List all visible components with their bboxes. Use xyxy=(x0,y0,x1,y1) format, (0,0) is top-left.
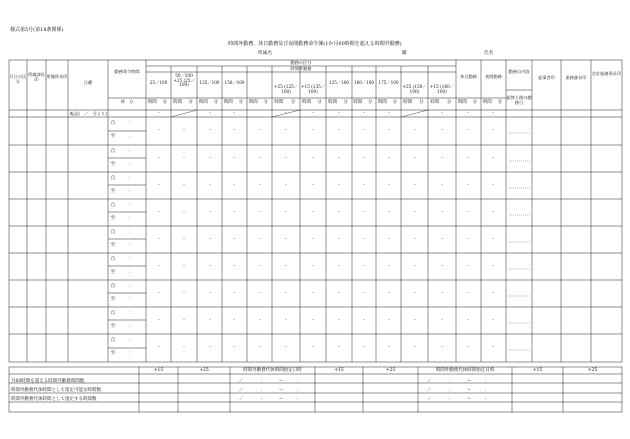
dot-mark: ・ xyxy=(439,183,445,188)
dot-mark: ・ xyxy=(465,111,471,116)
start-label: 自 xyxy=(110,176,116,181)
carry-label: 転記( ／ 分より) xyxy=(70,111,107,116)
header-night: 夜間勤務 xyxy=(485,74,502,79)
dot-mark: ・ xyxy=(181,237,187,242)
time-colon: ： xyxy=(128,176,134,181)
hour-header: 時間 xyxy=(198,100,208,105)
dot-mark: ・ xyxy=(283,156,289,161)
hour-header: 時間 xyxy=(353,100,363,105)
minute-header: 分 xyxy=(213,100,218,105)
dot-mark: ・ xyxy=(283,264,289,269)
footer-slash: ／ xyxy=(238,379,244,384)
footer-tilde: 〜 xyxy=(278,379,284,384)
dot-mark: ・ xyxy=(412,156,418,161)
dot-mark: ・ xyxy=(156,264,162,269)
dot-mark: ・ xyxy=(465,237,471,242)
footer-colon: ： xyxy=(448,397,454,402)
dept-label: 所属名 xyxy=(258,51,272,56)
dot-mark: ・ xyxy=(386,210,392,215)
hour-header: 時間 xyxy=(147,100,157,105)
footer-colon: ： xyxy=(296,397,302,402)
footer-slash: ／ xyxy=(426,379,432,384)
hour-header: 時間 xyxy=(274,100,284,105)
ot-col-3: 125／100 xyxy=(199,80,220,85)
dot-mark: ・ xyxy=(181,291,187,296)
dot-mark: ・ xyxy=(412,183,418,188)
time-colon: ： xyxy=(128,216,134,221)
minute-header: 分 xyxy=(162,100,167,105)
dot-mark: ・ xyxy=(412,318,418,323)
dot-mark: ・ xyxy=(257,318,263,323)
dot-mark: ・ xyxy=(257,128,263,133)
dot-mark: ・ xyxy=(257,291,263,296)
dot-mark: ・ xyxy=(386,345,392,350)
dot-mark: ・ xyxy=(361,111,367,116)
dot-mark: ・ xyxy=(439,128,445,133)
dot-mark: ・ xyxy=(207,210,213,215)
footer-tilde: 〜 xyxy=(278,388,284,393)
dot-mark: ・ xyxy=(156,111,162,116)
start-label: 自 xyxy=(110,121,116,126)
header-month: 月日の区分 xyxy=(9,74,27,84)
header-overtime: 時間外勤務 xyxy=(290,66,312,71)
dot-mark: ・ xyxy=(361,183,367,188)
dot-mark: ・ xyxy=(361,318,367,323)
minute-header: 分 xyxy=(188,100,193,105)
hour-header: 時間 xyxy=(403,100,413,105)
footer-head-4: +25 xyxy=(385,368,396,373)
minute-header: 分 xyxy=(343,100,348,105)
footer-row-label: 時間外勤務代休時間として指定する時間数 xyxy=(11,397,97,402)
dot-mark: ・ xyxy=(465,345,471,350)
dot-mark: ・ xyxy=(181,183,187,188)
header-sub-date: 振替え後の勤務日 xyxy=(506,95,532,105)
dot-mark: ・ xyxy=(490,128,496,133)
dot-mark: ・ xyxy=(310,237,316,242)
ot-col-5: +25 (125／100) xyxy=(274,84,298,94)
dot-mark: ・ xyxy=(231,111,237,116)
dot-mark: ・ xyxy=(231,156,237,161)
dot-mark: ・ xyxy=(310,183,316,188)
time-colon: ： xyxy=(128,338,134,343)
start-label: 自 xyxy=(110,149,116,154)
time-colon: ： xyxy=(128,134,134,139)
dot-mark: ・ xyxy=(336,111,342,116)
footer-tilde: 〜 xyxy=(466,388,472,393)
hour-header: 時間 xyxy=(377,100,387,105)
footer-colon: ： xyxy=(484,388,490,393)
header-accounting: 会計総務係長印 xyxy=(591,71,622,76)
dot-mark: ・ xyxy=(439,210,445,215)
dot-mark: ・ xyxy=(336,264,342,269)
dot-mark: ・ xyxy=(181,345,187,350)
minute-header: 分 xyxy=(367,100,373,105)
dot-mark: ・ xyxy=(283,128,289,133)
end-label: 至 xyxy=(110,243,116,248)
dot-mark: ・ xyxy=(412,237,418,242)
dot-mark: ・ xyxy=(207,156,213,161)
end-label: 至 xyxy=(110,324,116,329)
footer-head-2: 時間外勤務代休時間指定日時 xyxy=(243,368,302,373)
dot-mark: ・ xyxy=(257,345,263,350)
ot-col-2: 50／100 +25 (25／100) xyxy=(173,73,195,88)
ot-col-7: 125／100 xyxy=(328,80,350,85)
dot-mark: ・ xyxy=(412,264,418,269)
dot-mark: ・ xyxy=(361,128,367,133)
hour-header: 時間 xyxy=(223,100,233,105)
dot-mark: ・ xyxy=(439,156,445,161)
footer-head-0: +15 xyxy=(153,368,164,373)
dot-mark: ・ xyxy=(231,318,237,323)
dot-mark: ・ xyxy=(361,264,367,269)
hour-header: 時間 xyxy=(328,100,337,105)
dot-mark: ・ xyxy=(231,210,237,215)
dot-mark: ・ xyxy=(412,291,418,296)
form-number: 様式第5号(第18条関係) xyxy=(10,27,64,33)
dot-mark: ・ xyxy=(361,345,367,350)
dot-mark: ・ xyxy=(231,128,237,133)
dot-mark: ・ xyxy=(336,345,342,350)
dot-mark: ・ xyxy=(490,183,496,188)
minute-header: 分 xyxy=(263,100,268,105)
time-colon: ： xyxy=(128,257,134,262)
footer-head-1: +25 xyxy=(199,368,209,373)
header-confirm: 従事者印 xyxy=(538,75,555,80)
footer-colon: ： xyxy=(484,379,490,384)
dot-mark: ・ xyxy=(181,156,187,161)
dot-mark: ・ xyxy=(283,183,289,188)
dot-mark: ・ xyxy=(181,128,187,133)
footer-colon: ： xyxy=(448,388,454,393)
footer-colon: ： xyxy=(296,379,302,384)
end-label: 至 xyxy=(110,270,116,275)
footer-tilde: 〜 xyxy=(466,379,472,384)
dot-mark: ・ xyxy=(283,345,289,350)
hour-header: 時間 xyxy=(248,100,258,105)
dot-mark: ・ xyxy=(386,128,392,133)
footer-colon: ： xyxy=(260,388,266,393)
dot-mark: ・ xyxy=(386,318,392,323)
dot-mark: ・ xyxy=(283,291,289,296)
minute-header: 分 xyxy=(317,100,322,105)
dot-mark: ・ xyxy=(156,210,162,215)
dot-mark: ・ xyxy=(386,156,392,161)
dot-mark: ・ xyxy=(439,345,445,350)
dot-mark: ・ xyxy=(465,264,471,269)
dot-mark: ・ xyxy=(207,128,213,133)
dot-mark: ・ xyxy=(336,210,342,215)
end-label: 至 xyxy=(110,351,116,356)
time-colon: ： xyxy=(128,284,134,289)
hour-header: 時間 xyxy=(482,100,492,105)
dot-mark: ・ xyxy=(207,345,213,350)
time-colon: ： xyxy=(128,243,134,248)
dot-mark: ・ xyxy=(156,291,162,296)
end-label: 至 xyxy=(110,297,116,302)
dot-mark: ・ xyxy=(257,210,263,215)
dot-mark: ・ xyxy=(490,111,496,116)
minute-header: 分 xyxy=(497,100,502,105)
dot-mark: ・ xyxy=(439,111,445,116)
footer-colon: ： xyxy=(448,379,454,384)
dot-mark: ・ xyxy=(156,237,162,242)
footer-head-5: 時間外勤務代休時間指定日時 xyxy=(435,368,495,373)
footer-slash: ／ xyxy=(426,388,432,393)
minute-header: 分 xyxy=(290,100,296,105)
dot-mark: ・ xyxy=(207,183,213,188)
footer-tilde: 〜 xyxy=(278,397,284,402)
footer-head-3: +15 xyxy=(334,368,344,373)
dot-mark: ・ xyxy=(310,291,316,296)
header-staff: 所属係長印 xyxy=(46,74,68,79)
time-colon: ： xyxy=(128,311,134,316)
footer-head-6: +15 xyxy=(532,368,543,373)
dot-mark: ・ xyxy=(412,128,418,133)
dot-mark: ・ xyxy=(283,237,289,242)
end-label: 至 xyxy=(110,162,116,167)
dot-mark: ・ xyxy=(490,264,496,269)
dot-mark: ・ xyxy=(207,237,213,242)
time-colon: ： xyxy=(128,203,134,208)
dot-mark: ・ xyxy=(156,156,162,161)
dot-mark: ・ xyxy=(465,156,471,161)
dot-mark: ・ xyxy=(465,183,471,188)
dot-mark: ・ xyxy=(465,318,471,323)
dot-mark: ・ xyxy=(439,291,445,296)
dot-mark: ・ xyxy=(386,291,392,296)
dot-mark: ・ xyxy=(490,210,496,215)
dot-mark: ・ xyxy=(310,156,316,161)
time-colon: ： xyxy=(128,162,134,167)
dot-mark: ・ xyxy=(310,318,316,323)
minute-header: 分 xyxy=(446,100,452,105)
dot-mark: ・ xyxy=(257,183,263,188)
dot-mark: ・ xyxy=(336,183,342,188)
dot-mark: ・ xyxy=(283,318,289,323)
footer-slash: ／ xyxy=(238,388,244,393)
start-label: 自 xyxy=(110,257,116,262)
footer-colon: ： xyxy=(484,397,490,402)
ot-col-4: 150／100 xyxy=(224,80,245,85)
minute-header: 分 xyxy=(472,100,477,105)
time-colon: ： xyxy=(128,230,134,235)
hour-header: 時間 xyxy=(430,100,440,105)
hour-header: 時間 xyxy=(457,100,467,105)
dot-mark: ・ xyxy=(207,111,213,116)
dot-mark: ・ xyxy=(156,128,162,133)
dot-mark: ・ xyxy=(231,237,237,242)
dot-mark: ・ xyxy=(310,111,316,116)
time-colon: ： xyxy=(128,297,134,302)
footer-row-label: 時間外勤務代休時間として指定可能な時間数 xyxy=(11,388,101,393)
dot-mark: ・ xyxy=(361,291,367,296)
dot-mark: ・ xyxy=(207,318,213,323)
dot-mark: ・ xyxy=(490,156,496,161)
dot-mark: ・ xyxy=(231,291,237,296)
header-day: 日曜 xyxy=(83,80,93,85)
dot-mark: ・ xyxy=(490,345,496,350)
time-colon: ： xyxy=(128,189,134,194)
header-order-sub: 時 分 xyxy=(120,99,134,104)
dot-mark: ・ xyxy=(490,237,496,242)
dot-mark: ・ xyxy=(283,210,289,215)
end-label: 至 xyxy=(110,216,116,221)
dot-mark: ・ xyxy=(386,264,392,269)
dot-mark: ・ xyxy=(336,291,342,296)
dot-mark: ・ xyxy=(207,264,213,269)
dot-mark: ・ xyxy=(231,183,237,188)
dot-mark: ・ xyxy=(310,128,316,133)
dot-mark: ・ xyxy=(181,264,187,269)
dot-mark: ・ xyxy=(386,237,392,242)
dot-mark: ・ xyxy=(386,111,392,116)
dot-mark: ・ xyxy=(336,237,342,242)
minute-header: 分 xyxy=(238,100,243,105)
dot-mark: ・ xyxy=(336,156,342,161)
footer-tilde: 〜 xyxy=(466,397,472,402)
name-label: 氏名 xyxy=(484,51,494,56)
dot-mark: ・ xyxy=(361,210,367,215)
hour-header: 時間 xyxy=(302,100,311,105)
dot-mark: ・ xyxy=(231,264,237,269)
dot-mark: ・ xyxy=(156,345,162,350)
end-label: 至 xyxy=(110,134,116,139)
dot-mark: ・ xyxy=(257,237,263,242)
header-manager: 業務課長印 xyxy=(565,75,587,80)
dot-mark: ・ xyxy=(336,128,342,133)
footer-row-label: 月60時間を超える時間外勤務時間数 xyxy=(11,379,85,384)
footer-head-7: +25 xyxy=(587,368,598,373)
minute-header: 分 xyxy=(392,100,397,105)
ot-col-10: +25 (150／100) xyxy=(402,84,427,94)
time-colon: ： xyxy=(128,121,134,126)
dot-mark: ・ xyxy=(310,345,316,350)
dot-mark: ・ xyxy=(283,111,289,116)
dot-mark: ・ xyxy=(465,291,471,296)
time-colon: ： xyxy=(128,324,134,329)
end-label: 至 xyxy=(110,189,116,194)
dot-mark: ・ xyxy=(310,210,316,215)
dot-mark: ・ xyxy=(439,318,445,323)
ot-col-6: +15 (135／100) xyxy=(301,84,325,94)
start-label: 自 xyxy=(110,284,116,289)
start-label: 自 xyxy=(110,338,116,343)
header-supervisor: 所属課長印 xyxy=(28,72,45,82)
header-work-kind: 勤務の区分 xyxy=(290,60,312,65)
ot-col-11: +15 (160／100) xyxy=(430,84,454,94)
dot-mark: ・ xyxy=(465,128,471,133)
dot-mark: ・ xyxy=(490,291,496,296)
ot-col-8: 160／100 xyxy=(353,80,375,85)
dot-mark: ・ xyxy=(156,183,162,188)
footer-slash: ／ xyxy=(426,397,432,402)
dot-mark: ・ xyxy=(310,264,316,269)
dot-mark: ・ xyxy=(257,156,263,161)
minute-header: 分 xyxy=(419,100,424,105)
time-colon: ： xyxy=(128,351,134,356)
dot-mark: ・ xyxy=(207,291,213,296)
footer-colon: ： xyxy=(260,379,266,384)
ot-col-9: 175／100 xyxy=(378,80,399,85)
footer-colon: ： xyxy=(260,397,266,402)
dot-mark: ・ xyxy=(386,183,392,188)
dot-mark: ・ xyxy=(257,264,263,269)
start-label: 自 xyxy=(110,311,116,316)
time-colon: ： xyxy=(128,149,134,154)
header-content: 勤務の内容 xyxy=(508,69,530,74)
footer-colon: ： xyxy=(296,388,302,393)
dot-mark: ・ xyxy=(465,210,471,215)
start-label: 自 xyxy=(110,230,116,235)
position-label: 職 xyxy=(402,51,407,56)
time-colon: ： xyxy=(128,270,134,275)
header-holiday: 休日勤務 xyxy=(460,74,477,79)
dot-mark: ・ xyxy=(361,156,367,161)
dot-mark: ・ xyxy=(439,237,445,242)
header-order-time: 勤務命令時間 xyxy=(114,69,140,74)
dot-mark: ・ xyxy=(412,345,418,350)
dot-mark: ・ xyxy=(439,264,445,269)
dot-mark: ・ xyxy=(231,345,237,350)
dot-mark: ・ xyxy=(181,318,187,323)
start-label: 自 xyxy=(110,203,116,208)
ot-col-1: 25／100 xyxy=(149,80,168,85)
footer-slash: ／ xyxy=(238,397,244,402)
dot-mark: ・ xyxy=(181,210,187,215)
dot-mark: ・ xyxy=(490,318,496,323)
dot-mark: ・ xyxy=(412,210,418,215)
dot-mark: ・ xyxy=(336,318,342,323)
hour-header: 時間 xyxy=(173,100,182,105)
form-title: 時間外勤務、休日勤務及び夜間勤務命令簿(1か月60時間を超える時間外勤務) xyxy=(228,41,402,47)
dot-mark: ・ xyxy=(361,237,367,242)
dot-mark: ・ xyxy=(156,318,162,323)
